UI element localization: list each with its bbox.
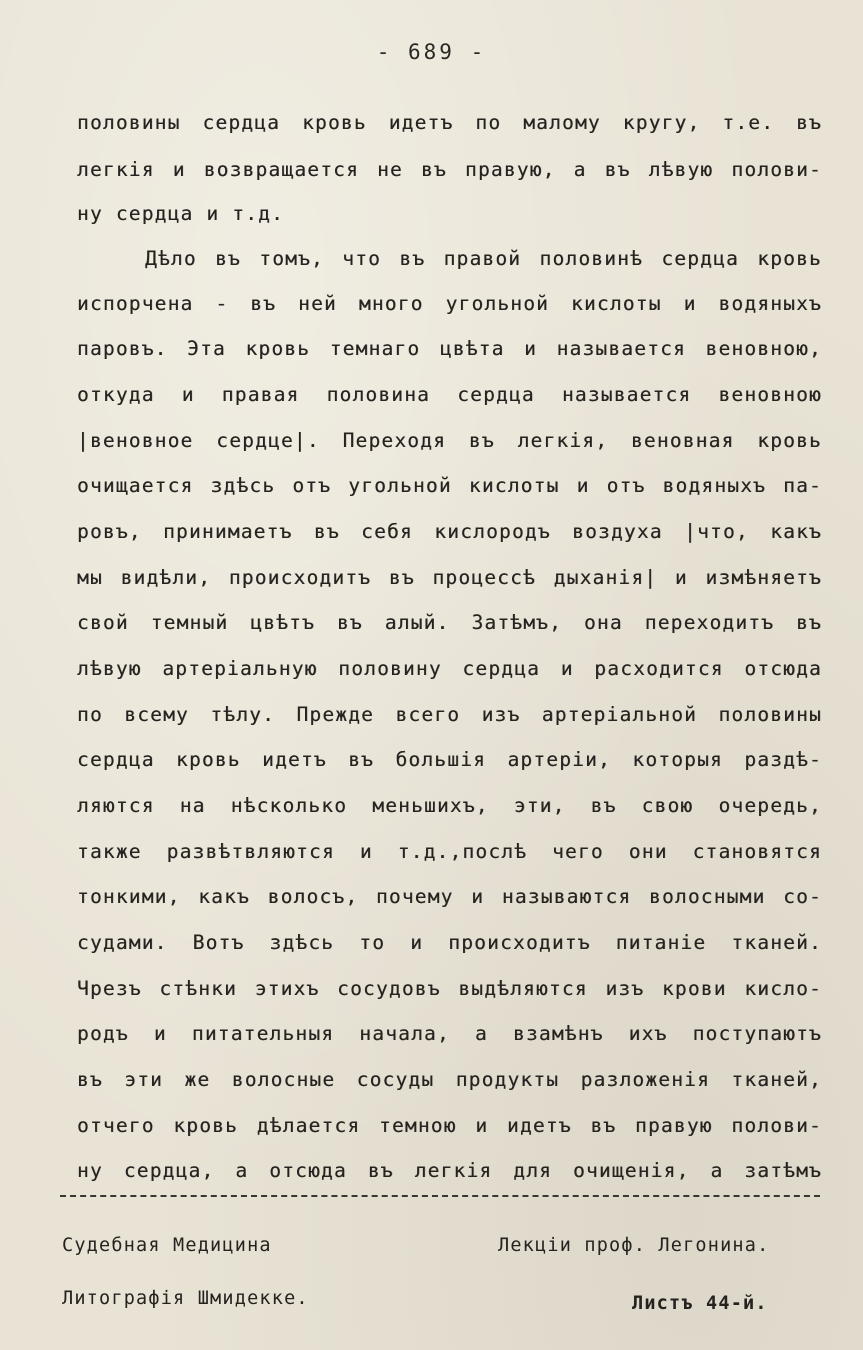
footer-printer: Литографія Шмидекке. [62, 1288, 309, 1309]
text-line: испорчена - въ ней много угольной кислоты и водяныхъ [77, 292, 822, 315]
text-line: свой темный цвѣтъ въ алый. Затѣмъ, она переходитъ въ [77, 611, 822, 634]
text-line: |веновное сердце|. Переходя въ легкія, веновная кровь [77, 429, 822, 452]
text-line: Дѣло въ томъ, что въ правой половинѣ сердца кровь [145, 247, 822, 270]
text-line: Чрезъ стѣнки этихъ сосудовъ выдѣляются изъ крови кисло- [77, 977, 822, 1000]
text-line: ляются на нѣсколько меньшихъ, эти, въ свою очередь, [77, 794, 822, 817]
text-line: паровъ. Эта кровь темнаго цвѣта и называется веновною, [77, 337, 822, 360]
text-line: тонкими, какъ волосъ, почему и называются волосными со- [77, 885, 822, 908]
text-line: родъ и питательныя начала, а взамѣнъ ихъ поступаютъ [77, 1022, 822, 1045]
text-line: по всему тѣлу. Прежде всего изъ артеріальной половины [77, 703, 822, 726]
text-line: сердца кровь идетъ въ большія артеріи, которыя раздѣ- [77, 748, 822, 771]
footer-lecturer: Лекціи проф. Легонина. [498, 1235, 770, 1256]
text-line: мы видѣли, происходитъ въ процессѣ дыханія| и измѣняетъ [77, 566, 822, 589]
text-line: судами. Вотъ здѣсь то и происходитъ питаніе тканей. [77, 931, 822, 954]
text-line: также развѣтвляются и т.д.,послѣ чего они становятся [77, 840, 822, 863]
page-number: - 689 - [376, 40, 487, 64]
text-line: ну сердца и т.д. [77, 202, 285, 225]
footer-divider [60, 1195, 820, 1197]
text-line: отчего кровь дѣлается темною и идетъ въ правую полови- [77, 1114, 822, 1137]
footer-sheet-number: Листъ 44-й. [632, 1293, 768, 1314]
text-line: ну сердца, а отсюда въ легкія для очищенія, а затѣмъ [77, 1159, 822, 1182]
text-line: лѣвую артеріальную половину сердца и расходится отсюда [77, 657, 822, 680]
text-line: половины сердца кровь идетъ по малому кругу, т.е. въ [77, 111, 822, 134]
text-line: легкія и возвращается не въ правую, а въ лѣвую полови- [77, 158, 822, 181]
text-line: въ эти же волосные сосуды продукты разложенія тканей, [77, 1068, 822, 1091]
footer-course-title: Судебная Медицина [62, 1235, 272, 1256]
text-line: ровъ, принимаетъ въ себя кислородъ воздуха |что, какъ [77, 520, 822, 543]
text-line: откуда и правая половина сердца называется веновною [77, 383, 822, 406]
text-line: очищается здѣсь отъ угольной кислоты и отъ водяныхъ па- [77, 474, 822, 497]
